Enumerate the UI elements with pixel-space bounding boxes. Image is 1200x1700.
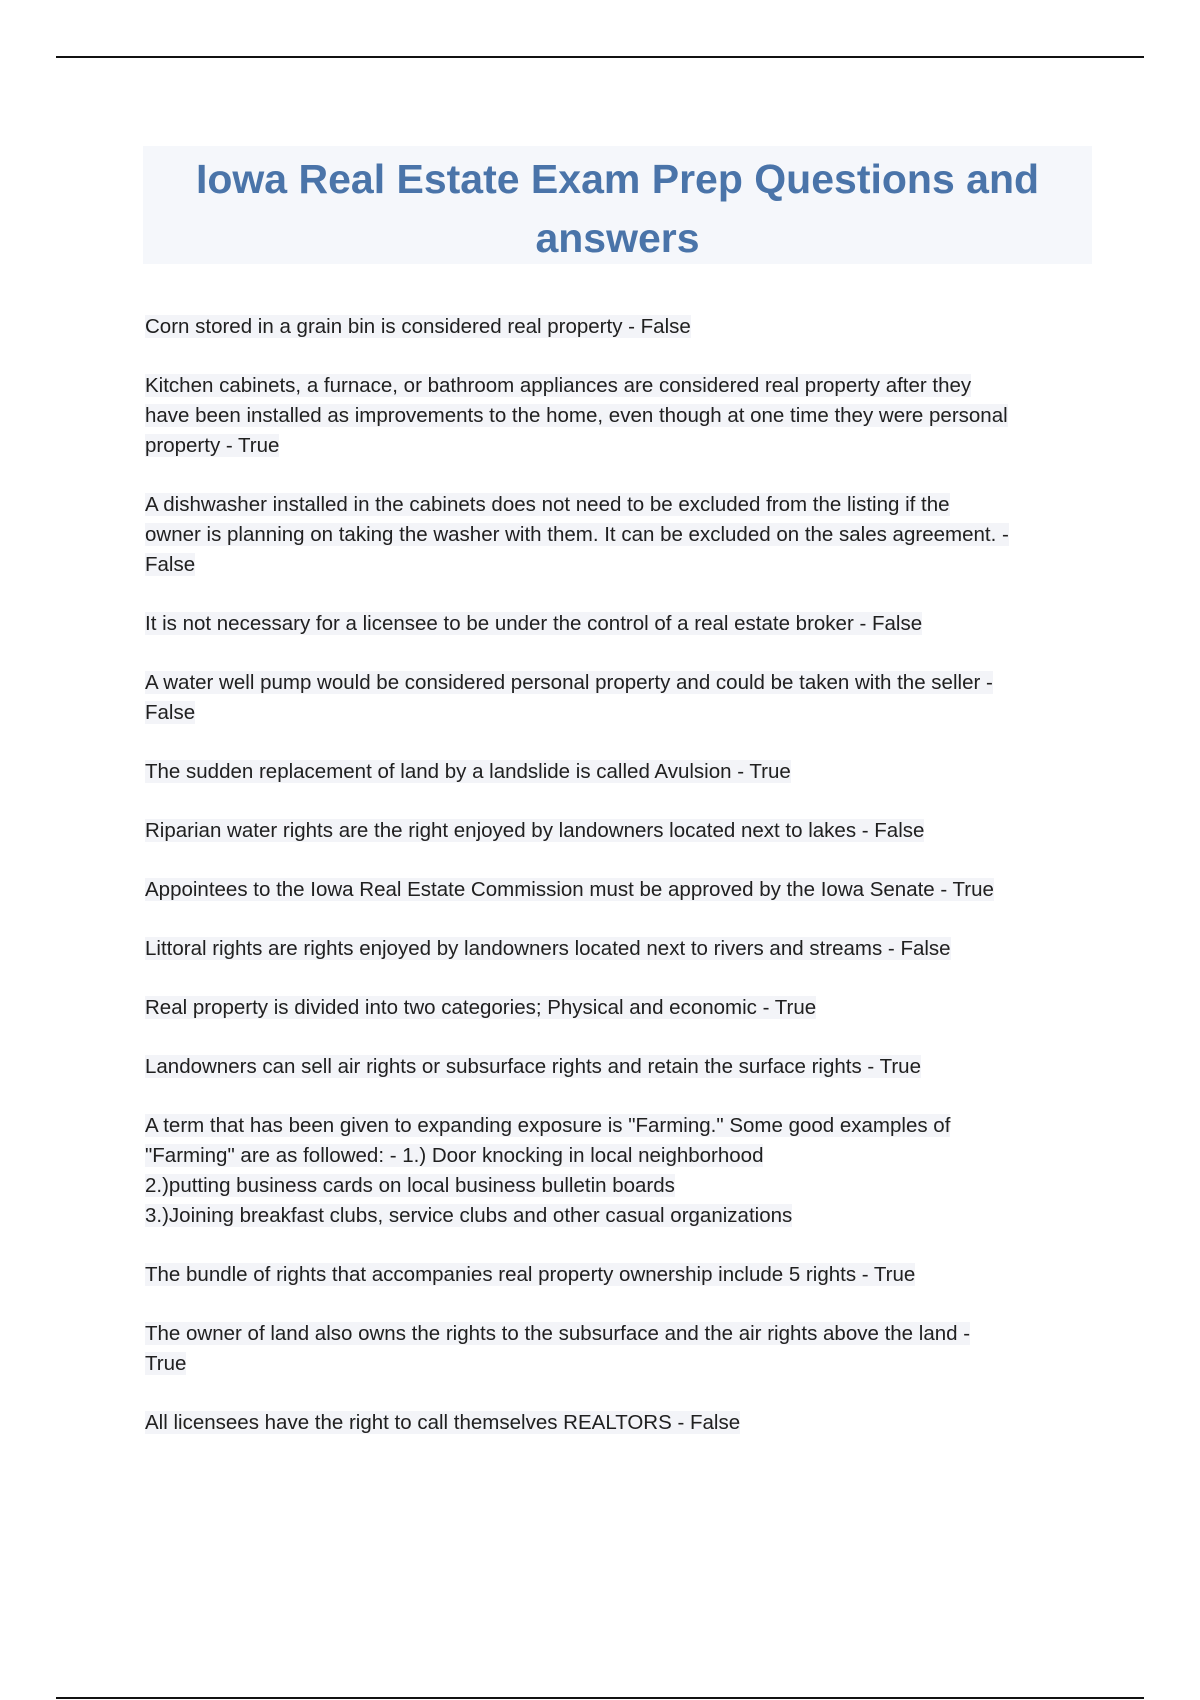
qa-line: The sudden replacement of land by a landslide is called Avulsion - True: [145, 760, 791, 783]
qa-list: [145, 312, 1095, 1467]
qa-line: Riparian water rights are the right enjoyed by landowners located next to lakes - False: [145, 819, 925, 842]
qa-item: [145, 312, 1095, 342]
qa-item: [145, 875, 1095, 905]
qa-line: property - True: [145, 434, 280, 457]
qa-line: have been installed as improvements to the home, even though at one time they were personal: [145, 404, 1008, 427]
qa-line: Appointees to the Iowa Real Estate Commission must be approved by the Iowa Senate - True: [145, 878, 994, 901]
qa-item: [145, 1111, 1095, 1231]
qa-item: [145, 816, 1095, 846]
qa-line: The owner of land also owns the rights to the subsurface and the air rights above the land -: [145, 1322, 971, 1345]
qa-item: [145, 490, 1095, 580]
qa-line: False: [145, 553, 196, 576]
qa-item: [145, 934, 1095, 964]
qa-line: 2.)putting business cards on local business bulletin boards: [145, 1174, 675, 1197]
qa-line: "Farming" are as followed: - 1.) Door knocking in local neighborhood: [145, 1144, 764, 1167]
qa-item: [145, 1319, 1095, 1379]
qa-item: [145, 993, 1095, 1023]
qa-line: A term that has been given to expanding exposure is "Farming." Some good examples of: [145, 1114, 951, 1137]
qa-line: Real property is divided into two categories; Physical and economic - True: [145, 996, 817, 1019]
title-banner: [143, 146, 1092, 264]
qa-line: Landowners can sell air rights or subsurface rights and retain the surface rights - True: [145, 1055, 921, 1078]
qa-line: It is not necessary for a licensee to be under the control of a real estate broker - False: [145, 612, 923, 635]
qa-line: A dishwasher installed in the cabinets does not need to be excluded from the listing if the: [145, 493, 950, 516]
qa-item: [145, 668, 1095, 728]
qa-item: [145, 609, 1095, 639]
qa-line: Corn stored in a grain bin is considered real property - False: [145, 315, 691, 338]
qa-item: [145, 1052, 1095, 1082]
document-title: Iowa Real Estate Exam Prep Questions and answers: [195, 156, 1040, 261]
qa-line: owner is planning on taking the washer with them. It can be excluded on the sales agreement. -: [145, 523, 1009, 546]
qa-line: True: [145, 1352, 187, 1375]
qa-item: [145, 1408, 1095, 1438]
qa-item: [145, 757, 1095, 787]
qa-line: False: [145, 701, 196, 724]
qa-line: A water well pump would be considered personal property and could be taken with the seller -: [145, 671, 993, 694]
qa-line: Littoral rights are rights enjoyed by landowners located next to rivers and streams - False: [145, 937, 951, 960]
qa-line: All licensees have the right to call themselves REALTORS - False: [145, 1411, 741, 1434]
qa-line: Kitchen cabinets, a furnace, or bathroom appliances are considered real property after they: [145, 374, 972, 397]
bottom-rule: [56, 1697, 1144, 1699]
qa-line: 3.)Joining breakfast clubs, service clubs and other casual organizations: [145, 1204, 793, 1227]
top-rule: [56, 56, 1144, 58]
qa-item: [145, 371, 1095, 461]
qa-item: [145, 1260, 1095, 1290]
qa-line: The bundle of rights that accompanies real property ownership include 5 rights - True: [145, 1263, 916, 1286]
